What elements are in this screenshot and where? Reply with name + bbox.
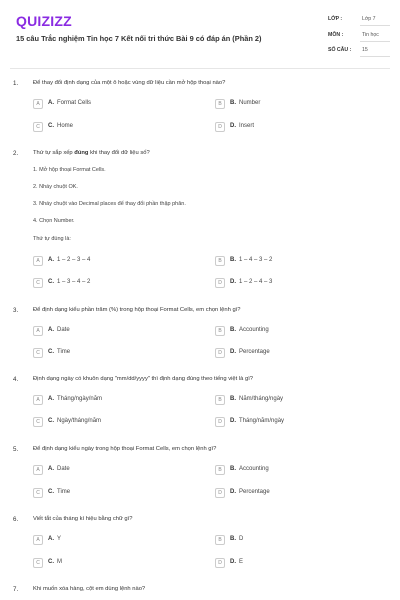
option-box: B <box>215 535 225 545</box>
option-letter: B. <box>230 257 236 263</box>
meta-grade <box>328 14 390 26</box>
option-letter: A. <box>48 536 54 542</box>
meta-subject <box>328 30 390 42</box>
option-box: B <box>215 99 225 109</box>
option-letter: B. <box>230 100 236 106</box>
option-box: D <box>215 122 225 132</box>
option-letter: C. <box>48 349 54 355</box>
option-text: D <box>239 536 244 542</box>
question-text: Khi muốn xóa hàng, cột em dùng lệnh nào? <box>33 586 146 592</box>
question-number: 6. <box>13 516 19 523</box>
option-text: Date <box>57 327 70 333</box>
option-letter: A. <box>48 327 54 333</box>
question-text: Định dạng ngày có khuôn dạng "mm/dd/yyyy" thì định dạng đúng theo tiếng việt là gì? <box>33 376 254 382</box>
option-text: Time <box>57 489 71 495</box>
document-header <box>0 0 400 66</box>
option-letter: C. <box>48 418 54 424</box>
option-text: Accounting <box>239 466 269 472</box>
meta-label: MÔN : <box>328 32 344 38</box>
question-text-start: Thứ tự sắp xếp <box>33 150 75 156</box>
option-text: 1 – 3 – 4 – 2 <box>57 279 91 285</box>
option-letter: B. <box>230 536 236 542</box>
option-box: B <box>215 256 225 266</box>
quizizz-logo: QUIZIZZ <box>16 13 72 29</box>
question-text-emphasis: đúng <box>74 150 89 156</box>
option-box: B <box>215 395 225 405</box>
header-divider <box>10 68 390 69</box>
option-box: A <box>33 256 43 266</box>
option-letter: D. <box>230 559 236 565</box>
option-letter: D. <box>230 418 236 424</box>
meta-underline <box>360 41 390 42</box>
option-box: D <box>215 488 225 498</box>
option-text: Accounting <box>239 327 269 333</box>
option-letter: D. <box>230 123 236 129</box>
question-text: Viết tắt của tháng kí hiệu bằng chữ gì? <box>33 516 133 522</box>
option-box: A <box>33 535 43 545</box>
option-letter: C. <box>48 559 54 565</box>
question-step: 1. Mở hộp thoại Format Cells. <box>33 167 106 173</box>
question-number: 4. <box>13 376 19 383</box>
meta-value: Tin học <box>362 32 379 38</box>
question-step: Thứ tự đúng là: <box>33 236 71 242</box>
option-text: Năm/tháng/ngày <box>239 396 284 402</box>
meta-value: 15 <box>362 47 368 53</box>
question-text: Để định dạng kiểu phần trăm (%) trong hộp thoại Format Cells, em chọn lệnh gì? <box>33 307 241 313</box>
meta-label: LỚP : <box>328 16 343 22</box>
option-text: Format Cells <box>57 100 92 106</box>
option-text: E <box>239 559 244 565</box>
option-text: Insert <box>239 123 255 129</box>
question-number: 7. <box>13 586 19 593</box>
option-box: D <box>215 348 225 358</box>
option-text: Home <box>57 123 74 129</box>
question-text: Để thay đổi định dạng của một ô hoặc vùng dữ liệu cần mở hộp thoại nào? <box>33 80 226 86</box>
option-box: D <box>215 278 225 288</box>
option-box: D <box>215 558 225 568</box>
option-letter: D. <box>230 279 236 285</box>
question-text-end: khi thay đổi dữ liệu số? <box>88 150 150 156</box>
option-box: B <box>215 326 225 336</box>
question-number: 5. <box>13 446 19 453</box>
question-step: 3. Nháy chuột vào Decimal places để thay đổi phần thập phân. <box>33 201 186 207</box>
option-box: C <box>33 488 43 498</box>
option-text: Percentage <box>239 489 270 495</box>
option-letter: B. <box>230 396 236 402</box>
option-text: 1 – 4 – 3 – 2 <box>239 257 273 263</box>
option-letter: A. <box>48 466 54 472</box>
option-box: C <box>33 558 43 568</box>
option-box: D <box>215 417 225 427</box>
option-box: A <box>33 395 43 405</box>
option-text: Date <box>57 466 70 472</box>
option-letter: A. <box>48 396 54 402</box>
option-text: Y <box>57 536 62 542</box>
option-letter: D. <box>230 349 236 355</box>
option-letter: C. <box>48 489 54 495</box>
option-text: Tháng/năm/ngày <box>239 418 285 424</box>
option-text: 1 – 2 – 4 – 3 <box>239 279 273 285</box>
option-letter: A. <box>48 100 54 106</box>
option-text: Tháng/ngày/năm <box>57 396 103 402</box>
option-letter: A. <box>48 257 54 263</box>
option-text: M <box>57 559 62 565</box>
option-box: C <box>33 348 43 358</box>
question-number: 3. <box>13 307 19 314</box>
question-step: 2. Nháy chuột OK. <box>33 184 78 190</box>
meta-question-count <box>328 45 390 57</box>
option-letter: B. <box>230 327 236 333</box>
question-text <box>33 150 373 156</box>
option-text: Ngày/tháng/năm <box>57 418 102 424</box>
option-letter: C. <box>48 123 54 129</box>
option-text: Time <box>57 349 71 355</box>
document-title: 15 câu Trắc nghiệm Tin học 7 Kết nối tri thức Bài 9 có đáp án (Phần 2) <box>16 34 262 43</box>
question-number: 1. <box>13 80 19 87</box>
option-text: Percentage <box>239 349 270 355</box>
option-box: B <box>215 465 225 475</box>
meta-value: Lớp 7 <box>362 16 376 22</box>
option-box: C <box>33 122 43 132</box>
meta-label: SỐ CÂU : <box>328 47 352 53</box>
option-box: A <box>33 326 43 336</box>
option-letter: D. <box>230 489 236 495</box>
question-number: 2. <box>13 150 19 157</box>
meta-underline <box>360 25 390 26</box>
meta-underline <box>360 56 390 57</box>
question-text: Để định dạng kiểu ngày trong hộp thoại Format Cells, em chọn lệnh gì? <box>33 446 217 452</box>
option-letter: B. <box>230 466 236 472</box>
option-letter: C. <box>48 279 54 285</box>
question-step: 4. Chọn Number. <box>33 218 75 224</box>
option-text: 1 – 2 – 3 – 4 <box>57 257 91 263</box>
option-text: Number <box>239 100 261 106</box>
option-box: A <box>33 465 43 475</box>
option-box: C <box>33 417 43 427</box>
option-box: C <box>33 278 43 288</box>
option-box: A <box>33 99 43 109</box>
